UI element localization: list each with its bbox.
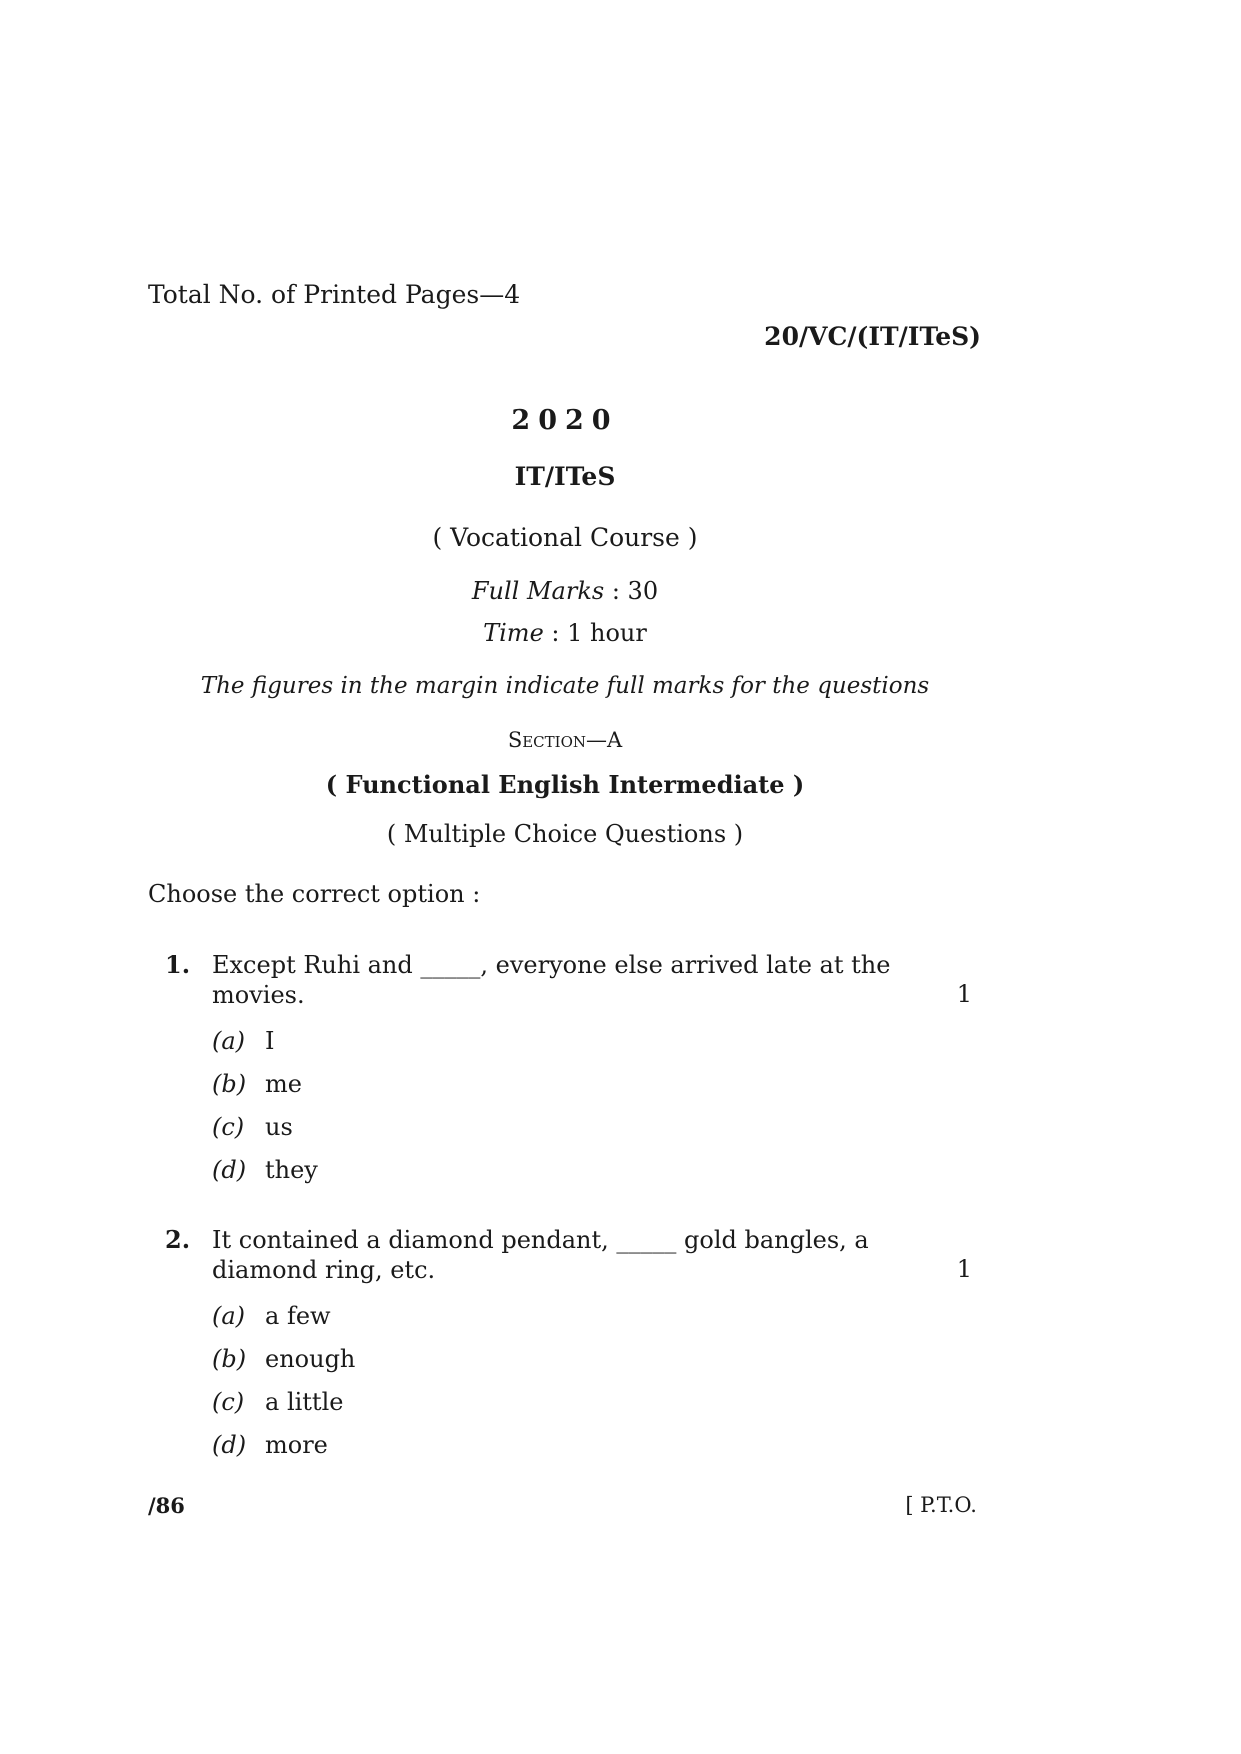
question-number: 1. [165,950,191,979]
option-b [212,1063,980,1106]
option-text: I [265,1027,275,1055]
question-marks: 1 [956,980,972,1008]
section-subtitle: ( Functional English Intermediate ) [325,770,805,799]
total-pages-note: Total No. of Printed Pages—4 [148,280,521,309]
option-text: a few [265,1302,331,1330]
question-1 [165,950,980,1192]
option-c [212,1381,980,1424]
option-text: me [265,1070,302,1098]
question-type: ( Multiple Choice Questions ) [386,820,744,848]
marks-instruction: The figures in the margin indicate full marks for the questions [200,673,930,699]
option-c [212,1106,980,1149]
option-b [212,1338,980,1381]
question-text: Except Ruhi and _____, everyone else arrived late at the movies. [212,951,891,1009]
option-label: (a) [212,1027,246,1055]
time-label: Time [483,619,544,647]
option-a [212,1020,980,1063]
option-text: they [265,1156,318,1184]
section-title: Section—A [507,728,623,752]
question-text: It contained a diamond pendant, _____ gold bangles, a diamond ring, etc. [212,1226,869,1284]
options-list [212,1020,980,1192]
page-code: /86 [148,1493,185,1518]
option-label: (c) [212,1388,245,1416]
full-marks-label: Full Marks [471,577,605,605]
full-marks-value: : 30 [604,577,659,605]
pto-note: [ P.T.O. [905,1493,977,1517]
subject-title: IT/ITeS [514,462,616,491]
option-label: (d) [212,1431,247,1459]
option-text: more [265,1431,328,1459]
options-list [212,1295,980,1467]
exam-year: 2020 [511,405,619,436]
course-type: ( Vocational Course ) [432,523,698,552]
option-text: us [265,1113,293,1141]
option-a [212,1295,980,1338]
full-marks [0,577,1130,605]
question-2 [165,1225,980,1467]
question-number: 2. [165,1225,191,1254]
exam-time [0,619,1130,647]
option-label: (b) [212,1070,247,1098]
option-d [212,1149,980,1192]
option-label: (c) [212,1113,245,1141]
paper-code: 20/VC/(IT/ITeS) [764,322,981,351]
option-d [212,1424,980,1467]
directive-text: Choose the correct option : [148,880,481,908]
option-label: (a) [212,1302,246,1330]
time-value: : 1 hour [543,619,647,647]
question-marks: 1 [956,1255,972,1283]
option-text: a little [265,1388,344,1416]
option-label: (d) [212,1156,247,1184]
option-text: enough [265,1345,356,1373]
option-label: (b) [212,1345,247,1373]
